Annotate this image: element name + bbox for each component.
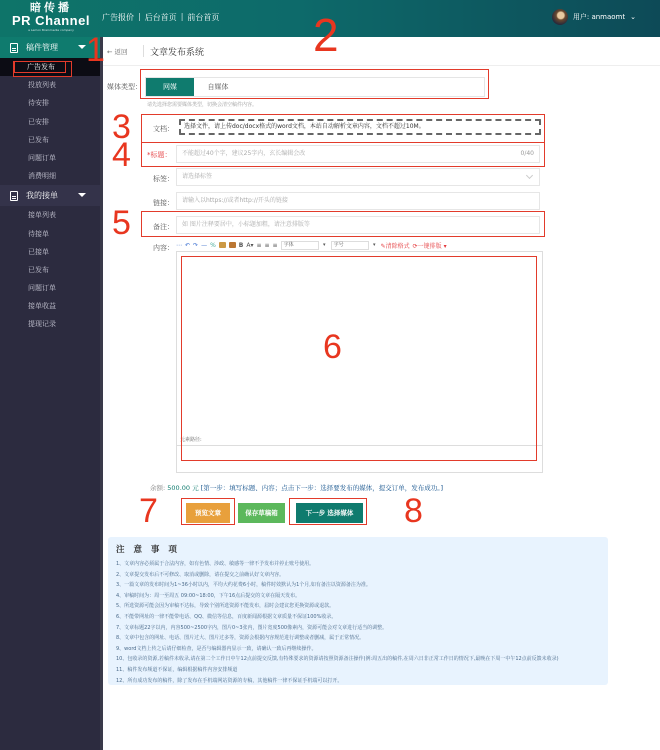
bold-icon[interactable]: B (238, 241, 244, 249)
link-input[interactable] (176, 192, 540, 210)
annotation-number-4: 4 (112, 136, 131, 174)
sidebar-item-pending[interactable]: 待安排 (28, 99, 49, 108)
avatar (552, 9, 568, 25)
notice-item: 11、稿件发布频道不保证，编辑根据稿件内容安排频道 (116, 666, 238, 673)
annotation-box-1 (13, 61, 72, 77)
sidebar-item-problem-orders-2[interactable]: 问题订单 (28, 284, 56, 293)
logo-en: PR Channel (12, 13, 90, 28)
notice-item: 9、word文档上传之后请仔细检查，是否与编辑器内显示一致，请确认一致后再继续操作。 (116, 645, 317, 652)
align-center-icon[interactable]: ≡ (264, 241, 270, 249)
notice-item: 12、所有成功发布的稿件，除了发布在手机端网站资源的专稿，其他稿件一律不保证手机端可以打开。 (116, 677, 343, 684)
clipboard-icon (10, 191, 18, 201)
sidebar (0, 37, 103, 750)
sidebar-item-withdrawals[interactable]: 提现记录 (28, 320, 56, 329)
annotation-box-4 (141, 142, 545, 167)
note-placeholder: 如 图片注释要居中，小标题加粗，请注意排版等 (182, 221, 310, 228)
tags-label: 标签： (153, 175, 174, 183)
media-type-label: 媒体类型： (107, 83, 142, 91)
sidebar-item-spending[interactable]: 消费明细 (28, 172, 56, 181)
annotation-number-1: 1 (86, 31, 105, 69)
sidebar-item-arranged[interactable]: 已安排 (28, 117, 49, 126)
sidebar-item-published-2[interactable]: 已发布 (28, 265, 49, 274)
annotation-number-6: 6 (323, 328, 342, 366)
notice-item: 2、文章提交发布后不可修改、取消或删除，请在提交之前确认好文章内容。 (116, 571, 285, 578)
save-draft-button[interactable]: 保存草稿箱 (238, 503, 285, 523)
doc-label: 文档： (153, 125, 174, 133)
nav-divider: | (180, 12, 184, 21)
source-icon[interactable]: ⋯ (176, 241, 182, 249)
chevron-down-icon (526, 172, 533, 179)
sidebar-item-ad-publish[interactable]: 广告发布 (0, 58, 100, 76)
undo-icon[interactable]: ↶ (185, 241, 191, 249)
page-title: 文章发布系统 (150, 48, 205, 58)
content-label: 内容： (153, 244, 174, 252)
link-label: 链接： (153, 199, 174, 207)
media-hint: 请先选择您需要媒体类型，切换会清空稿件内容。 (147, 102, 258, 108)
align-right-icon[interactable]: ≡ (272, 241, 278, 249)
doc-upload[interactable]: 选择文件，请上传doc/docx格式的word文档，本站自动解析文章内容，文档不超过10M。 (179, 119, 541, 135)
chevron-down-icon: ⌄ (630, 13, 636, 21)
sidebar-item-published[interactable]: 已发布 (28, 135, 49, 144)
link-icon[interactable]: % (210, 241, 216, 249)
user-menu[interactable] (552, 9, 636, 25)
sidebar-group-manuscripts[interactable] (0, 37, 100, 58)
notice-item: 10、包收录的资源,若稿件未收录,请在第二个工作日中午12点前提交反馈,有特殊要求的资源请按照资源备注操作(例:周五出的稿件,在周六日非正常工作日的情况下,最晚在下周一中午12点前反馈未收录) (116, 656, 559, 663)
preview-button[interactable]: 预览文章 (186, 503, 230, 523)
annotation-box-3 (141, 114, 545, 143)
annotation-number-7: 7 (139, 492, 158, 530)
notice-title: 注 意 事 项 (116, 545, 180, 555)
annotation-number-5: 5 (112, 204, 131, 242)
steps-hint: [第一步：填写标题、内容；点击下一步：选择要发布的媒体，提交订单，发布成功。] (200, 484, 443, 492)
back-link[interactable]: ← 返回 (107, 48, 128, 56)
element-path: 元素路径: (176, 435, 543, 446)
font-size-select[interactable]: 字号 ▾ (331, 241, 369, 250)
multi-image-icon[interactable] (229, 242, 236, 248)
logo-cn: 暗传播 (30, 1, 72, 14)
sidebar-group-label: 稿件管理 (26, 43, 58, 52)
caret-down-icon (78, 45, 86, 49)
logo[interactable] (10, 2, 92, 33)
nav-ad-pricing[interactable]: 广告报价 (102, 13, 134, 22)
nav-divider: | (138, 12, 141, 21)
sidebar-item-accepted[interactable]: 已接单 (28, 247, 49, 256)
top-nav (102, 12, 219, 23)
align-left-icon[interactable]: ≡ (256, 241, 262, 249)
tags-select[interactable] (176, 168, 540, 186)
notice-item: 8、文章中包含的网址、电话、图片过大、图片过多等，资源会根据内容规范进行调整或者删减，属于正常情况。 (116, 635, 365, 642)
sidebar-item-placement-list[interactable]: 投放列表 (28, 81, 56, 90)
annotation-number-3: 3 (112, 108, 131, 146)
annotation-box-7 (181, 498, 235, 525)
editor-toolbar (176, 239, 447, 251)
image-icon[interactable] (219, 242, 226, 248)
notice-item: 5、所选资源可能会因为审稿不达标，导致个别所选资源不能发布，届时会建议您更换资源或退款。 (116, 603, 335, 610)
annotation-box-2 (140, 69, 489, 99)
redo-icon[interactable]: ↷ (193, 241, 199, 249)
annotation-box-8 (289, 498, 367, 525)
tags-placeholder: 请选择标签 (182, 173, 213, 180)
sidebar-group-label: 我的接单 (26, 191, 58, 201)
annotation-box-5 (141, 211, 545, 237)
note-label: 备注： (153, 223, 174, 231)
nav-admin-home[interactable]: 后台首页 (144, 13, 177, 22)
title-label: *标题： (147, 151, 172, 159)
logo-sub: a Lemon Brainmedia company (28, 28, 74, 32)
notice-item: 7、文章标题22字以内，内容500~2500字内，图片0~3张内，图片宽度500像素内，资源可能会对文章进行适当的调整。 (116, 624, 388, 631)
balance-label: 余额: (150, 484, 166, 492)
title-counter: 0/40 (520, 150, 534, 157)
notice-item: 4、审稿时间为：周一至周五 09:00~18:00，下午16点后提交的文章在隔天发布。 (116, 592, 301, 599)
sidebar-item-to-accept[interactable]: 待接单 (28, 229, 49, 238)
sidebar-item-problem-orders[interactable]: 问题订单 (28, 153, 56, 162)
user-label: 用户: anmaomt (572, 13, 626, 21)
font-color-icon[interactable]: A▾ (246, 241, 254, 249)
notice-panel (108, 537, 608, 685)
annotation-box-6 (181, 256, 537, 461)
balance-line (150, 483, 443, 492)
tab-self-media[interactable]: 自媒体 (207, 83, 229, 91)
hr-icon[interactable]: — (201, 241, 208, 249)
clear-format-button[interactable]: ✎清除格式 (380, 242, 410, 250)
auto-format-button[interactable]: ⟳一键排版 ▾ (412, 242, 447, 250)
document-icon (10, 43, 18, 53)
font-family-select[interactable]: 字体 ▾ (281, 241, 319, 250)
notice-item: 1、文章内容必须属于合法内容，如有色情、涉政、敏感等一律不予发布并停止账号使用。 (116, 561, 315, 567)
notice-item: 6、不能带网址的一律不能带电话、QQ、微信等信息，百度新闻源根据文章质量不保证100%收录。 (116, 613, 337, 620)
link-placeholder: 请输入以https://或者http://开头的链接 (182, 197, 288, 204)
caret-down-icon (78, 193, 86, 197)
notice-item: 3、一篇文章的发布时间为1~36小时以内，平均大约花费6小时，稿件时效默认为1个月,如有备注以资源备注为准。 (116, 582, 371, 589)
balance-amount: 500.00 元 (167, 484, 199, 492)
annotation-number-8: 8 (404, 492, 423, 530)
sidebar-item-order-list[interactable]: 接单列表 (28, 211, 56, 220)
nav-front-home[interactable]: 前台首页 (187, 13, 220, 22)
title-placeholder: 不能超过40个字，建议25字内，玄长编辑会改 (182, 150, 306, 157)
next-select-media-button[interactable]: 下一步 选择媒体 (296, 503, 363, 523)
annotation-number-2: 2 (313, 9, 339, 61)
sidebar-group-my-orders[interactable] (0, 185, 100, 206)
tab-web-media[interactable]: 网媒 (146, 78, 194, 96)
divider (143, 45, 144, 57)
divider (103, 65, 660, 66)
sidebar-item-earnings[interactable]: 接单收益 (28, 302, 56, 311)
